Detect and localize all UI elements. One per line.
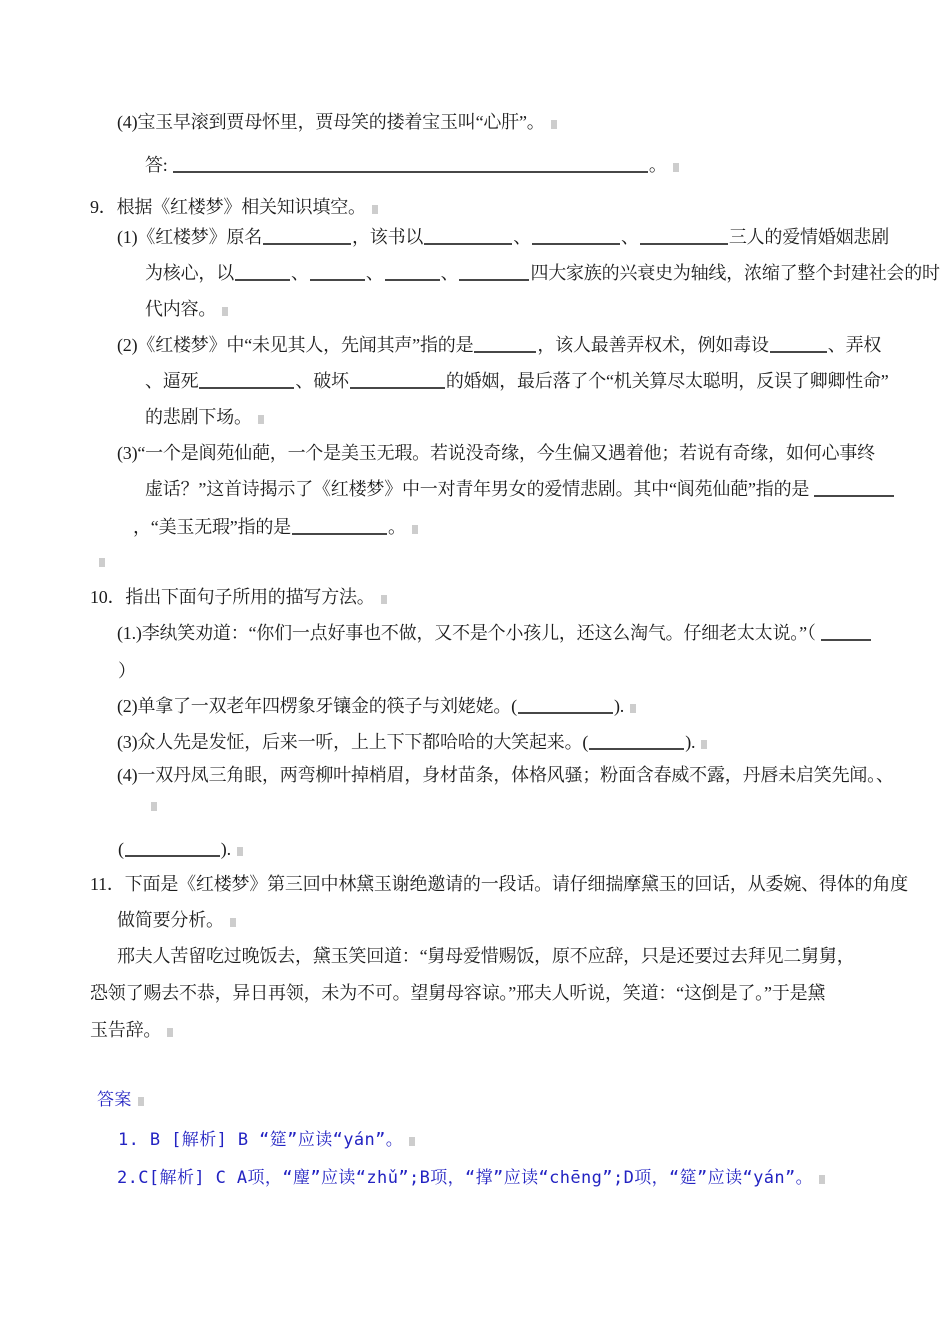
q11-passage-line3 [90, 1018, 173, 1042]
text-run: ，该人最善弄权术，例如毒设 [537, 335, 769, 355]
paragraph-mark-icon [673, 163, 679, 172]
text-run: (2)《红楼梦》中“未见其人，先闻其声”指的是 [117, 335, 474, 355]
text-run: 、逼死 [145, 371, 199, 391]
paragraph-mark-icon [99, 558, 105, 567]
text-run: 、 [365, 263, 384, 283]
fill-in-blank [532, 240, 620, 245]
q8-answer-blank-line [145, 153, 679, 177]
text-run: 的婚姻，最后落了个“机关算尽太聪明，反误了卿卿性命” [445, 371, 889, 391]
fill-in-blank [292, 530, 387, 535]
fill-in-blank [640, 240, 728, 245]
q8-item-4 [117, 110, 557, 134]
paragraph-mark-icon [412, 525, 418, 534]
text-run: (3)众人先是发怔，后来一听，上上下下都哈哈的大笑起来。( [117, 732, 589, 752]
paragraph-mark-icon [151, 802, 157, 811]
text-run: 。 [387, 517, 406, 537]
text-run: (4)一双丹凤三角眼，两弯柳叶掉梢眉，身材苗条，体格风骚；粉面含春威不露，丹唇未启笑先闻。、 [117, 765, 894, 785]
text-run: (3)“一个是阆苑仙葩，一个是美玉无瑕。若说没奇缘，今生偏又遇着他；若说有奇缘，如何心事终 [117, 443, 875, 463]
paragraph-mark-icon [222, 307, 228, 316]
paragraph-mark-icon [372, 205, 378, 214]
fill-in-blank [235, 276, 290, 281]
text-run: 1. B [解析] B “筵”应读“yán”。 [118, 1130, 404, 1150]
fill-in-blank [770, 348, 827, 353]
text-run: 、弄权 [827, 335, 882, 355]
text-run: ，该书以 [352, 227, 424, 247]
q10-4-mark-line [145, 792, 157, 816]
text-run: (2)单拿了一双老年四楞象牙镶金的筷子与刘姥姥。( [117, 696, 517, 716]
text-run: (4)宝玉早滚到贾母怀里，贾母笑的搂着宝玉叫“心肝”。 [117, 112, 545, 132]
paragraph-mark-icon [237, 847, 243, 856]
text-run: 邢夫人苦留吃过晚饭去，黛玉笑回道：“舅母爱惜赐饭，原不应辞，只是还要过去拜见二舅舅， [117, 946, 855, 966]
text-run: 玉告辞。 [90, 1020, 162, 1040]
text-run: 、 [440, 263, 459, 283]
fill-in-blank [459, 276, 529, 281]
paragraph-mark-icon [819, 1175, 825, 1184]
paragraph-mark-icon [258, 415, 264, 424]
paragraph-mark-icon [409, 1137, 415, 1146]
fill-in-blank [199, 384, 294, 389]
text-run: 答案 [97, 1090, 132, 1110]
q9-1-line3 [145, 297, 228, 321]
text-run: ). [220, 839, 231, 859]
text-run: ( [118, 839, 124, 859]
fill-in-blank [821, 636, 871, 641]
q9-2-line3 [145, 405, 264, 429]
q9-3-line3 [133, 515, 418, 539]
text-run: ，“美玉无瑕”指的是 [133, 517, 291, 537]
paragraph-mark-icon [138, 1097, 144, 1106]
text-run: 2.C[解析] C A项，“麈”应读“zhǔ”;B项，“撑”应读“chēng”;D项，“筵”应读“yán”。 [117, 1168, 814, 1188]
q9-3-line1 [117, 441, 875, 465]
question-9-stem [90, 195, 378, 219]
q9-3-line2 [145, 477, 895, 501]
fill-in-blank [385, 276, 440, 281]
paragraph-mark-icon [167, 1028, 173, 1037]
text-run: 答: [145, 155, 172, 175]
text-run: 、 [513, 227, 532, 247]
text-run: 三人的爱情婚姻悲剧 [728, 227, 890, 247]
fill-in-blank [350, 384, 445, 389]
fill-in-blank [310, 276, 365, 281]
text-run: 恐领了赐去不恭，异日再领，未为不可。望舅母容谅。”邢夫人听说，笑道：“这倒是了。”于是黛 [90, 983, 826, 1003]
fill-in-blank [474, 348, 536, 353]
text-run: 、 [621, 227, 639, 247]
answer-1 [118, 1128, 415, 1152]
q10-1-line1 [117, 621, 872, 645]
fill-in-blank [589, 745, 684, 750]
q10-4-blank-line [118, 837, 243, 861]
text-run: 11．下面是《红楼梦》第三回中林黛玉谢绝邀请的一段话。请仔细揣摩黛玉的回话，从委婉、得体的角度 [90, 874, 908, 894]
fill-in-blank [125, 852, 220, 857]
q9-1-line2 [145, 261, 940, 285]
q9-1-line1 [117, 225, 889, 249]
text-run: ). [685, 732, 696, 752]
fill-in-blank [814, 492, 894, 497]
fill-in-blank [424, 240, 512, 245]
fill-in-blank [518, 709, 613, 714]
q9-2-line2 [145, 369, 889, 393]
paragraph-mark-icon [230, 918, 236, 927]
q9-2-line1 [117, 333, 881, 357]
answer-2 [117, 1166, 825, 1190]
q11-passage-line2 [90, 981, 825, 1005]
paragraph-mark-icon [551, 120, 557, 129]
stray-paragraph-mark [93, 548, 105, 572]
q10-1-line2 [118, 659, 136, 683]
text-run: ). [613, 696, 625, 716]
answers-header [97, 1088, 144, 1112]
text-run: 10．指出下面句子所用的描写方法。 [90, 587, 375, 607]
q11-passage-line1 [117, 944, 855, 968]
text-run: 四大家族的兴衰史为轴线，浓缩了整个封建社会的时 [530, 263, 940, 283]
text-run: 的悲剧下场。 [145, 407, 252, 427]
paragraph-mark-icon [701, 740, 707, 749]
text-run: 为核心，以 [145, 263, 234, 283]
q10-4-line1 [117, 763, 894, 787]
q10-3 [117, 730, 707, 754]
fill-in-blank [173, 168, 648, 173]
question-11-line2 [117, 908, 236, 932]
paragraph-mark-icon [381, 595, 387, 604]
text-run: 9．根据《红楼梦》相关知识填空。 [90, 197, 366, 217]
text-run: 代内容。 [145, 299, 217, 319]
text-run: (1)《红楼梦》原名 [117, 227, 262, 247]
text-run: (1.)李纨笑劝道：“你们一点好事也不做，又不是个小孩儿，还这么淘气。仔细老太太说。”（ [117, 623, 820, 643]
text-run: 做简要分析。 [117, 910, 224, 930]
paragraph-mark-icon [630, 704, 636, 713]
text-run: 、 [291, 263, 309, 283]
text-run: 虚话？”这首诗揭示了《红楼梦》中一对青年男女的爱情悲剧。其中“阆苑仙葩”指的是 [145, 479, 814, 499]
q10-2 [117, 694, 636, 718]
fill-in-blank [263, 240, 351, 245]
text-run: 、破坏 [295, 371, 349, 391]
question-11-line1 [90, 872, 908, 896]
text-run: 。 [648, 155, 667, 175]
question-10-stem [90, 585, 387, 609]
text-run: ） [118, 661, 136, 681]
